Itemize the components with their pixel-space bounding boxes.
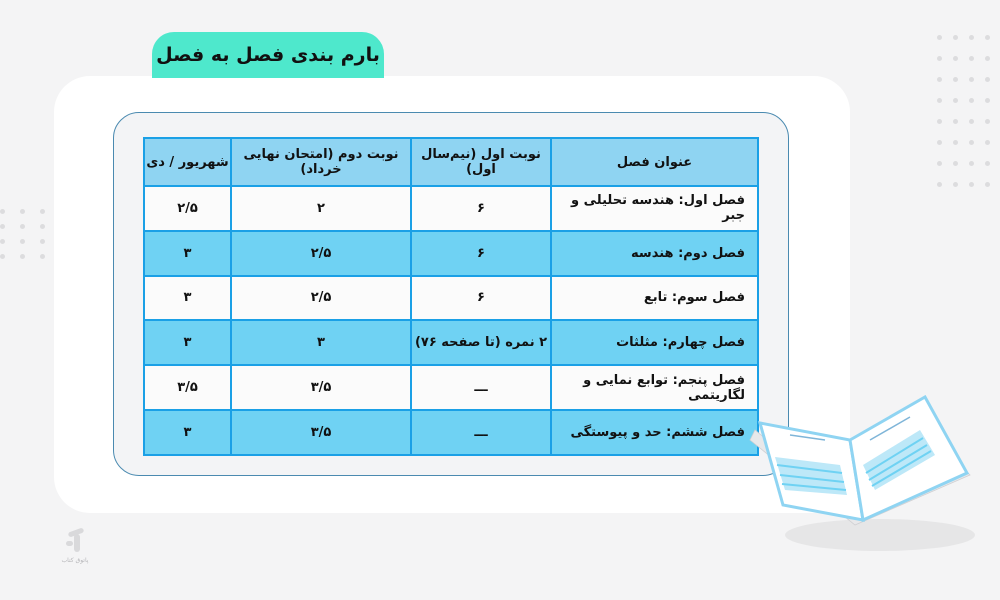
page-title: بارم بندی فصل به فصل: [152, 32, 384, 78]
second-term-score: ۲/۵: [231, 276, 411, 321]
dot-icon: [985, 140, 990, 145]
dot-icon: [937, 161, 942, 166]
dot-icon: [953, 77, 958, 82]
dot-icon: [969, 161, 974, 166]
column-header-first-term: نوبت اول (نیم‌سال اول): [411, 138, 551, 186]
dot-icon: [985, 98, 990, 103]
dot-icon: [953, 182, 958, 187]
first-term-score: ۶: [411, 186, 551, 231]
dot-icon: [985, 182, 990, 187]
table-row: [144, 320, 758, 365]
dot-icon: [40, 209, 45, 214]
chapter-title: فصل پنجم: توابع نمایی و لگاریتمی: [551, 365, 758, 410]
makeup-score: ۳: [144, 320, 231, 365]
dot-icon: [0, 254, 5, 259]
dot-icon: [0, 209, 5, 214]
first-term-score: ۶: [411, 276, 551, 321]
dot-icon: [953, 98, 958, 103]
table-row: [144, 231, 758, 276]
column-header-makeup: شهریور / دی: [144, 138, 231, 186]
second-term-score: ۲: [231, 186, 411, 231]
table-row: [144, 276, 758, 321]
dot-icon: [985, 161, 990, 166]
dot-icon: [953, 119, 958, 124]
second-term-score: ۳/۵: [231, 365, 411, 410]
first-term-score: ۲ نمره (تا صفحه ۷۶): [411, 320, 551, 365]
dot-icon: [0, 224, 5, 229]
dot-icon: [20, 239, 25, 244]
dot-grid-icon: [937, 35, 990, 187]
dot-icon: [937, 35, 942, 40]
grade-distribution-table: [143, 137, 759, 456]
dot-grid-icon: [0, 209, 45, 259]
dot-icon: [937, 182, 942, 187]
makeup-score: ۳/۵: [144, 365, 231, 410]
dot-icon: [985, 119, 990, 124]
dot-icon: [969, 56, 974, 61]
dot-icon: [953, 140, 958, 145]
dot-icon: [0, 239, 5, 244]
chapter-title: فصل ششم: حد و پیوستگی: [551, 410, 758, 455]
dot-icon: [40, 224, 45, 229]
dot-icon: [937, 140, 942, 145]
first-term-score: ـــ: [411, 410, 551, 455]
dot-icon: [20, 254, 25, 259]
column-header-second-term: نوبت دوم (امتحان نهایی خرداد): [231, 138, 411, 186]
dot-icon: [985, 56, 990, 61]
second-term-score: ۲/۵: [231, 231, 411, 276]
second-term-score: ۳: [231, 320, 411, 365]
chapter-title: فصل سوم: تابع: [551, 276, 758, 321]
dot-icon: [937, 119, 942, 124]
dot-icon: [969, 119, 974, 124]
brand-logo-text: پاتوق کتاب: [61, 557, 89, 564]
dot-icon: [953, 56, 958, 61]
makeup-score: ۲/۵: [144, 186, 231, 231]
second-term-score: ۳/۵: [231, 410, 411, 455]
first-term-score: ۶: [411, 231, 551, 276]
makeup-score: ۳: [144, 276, 231, 321]
dot-icon: [40, 254, 45, 259]
dot-icon: [969, 35, 974, 40]
dot-icon: [937, 77, 942, 82]
brand-logo: [55, 528, 95, 564]
table-row: [144, 186, 758, 231]
dot-icon: [953, 35, 958, 40]
dot-icon: [953, 161, 958, 166]
table-row: [144, 410, 758, 455]
dot-icon: [969, 140, 974, 145]
dot-icon: [985, 77, 990, 82]
table-header-row: [144, 138, 758, 186]
dot-icon: [937, 98, 942, 103]
column-header-chapter: عنوان فصل: [551, 138, 758, 186]
chapter-title: فصل چهارم: مثلثات: [551, 320, 758, 365]
table-row: [144, 365, 758, 410]
dot-icon: [969, 182, 974, 187]
dot-icon: [20, 209, 25, 214]
dot-icon: [969, 98, 974, 103]
chapter-title: فصل اول: هندسه تحلیلی و جبر: [551, 186, 758, 231]
dot-icon: [985, 35, 990, 40]
chapter-title: فصل دوم: هندسه: [551, 231, 758, 276]
dot-icon: [969, 77, 974, 82]
first-term-score: ـــ: [411, 365, 551, 410]
brand-logo-icon: [64, 528, 86, 554]
makeup-score: ۳: [144, 231, 231, 276]
dot-icon: [20, 224, 25, 229]
dot-icon: [40, 239, 45, 244]
open-book-icon: [745, 395, 985, 565]
makeup-score: ۳: [144, 410, 231, 455]
dot-icon: [937, 56, 942, 61]
